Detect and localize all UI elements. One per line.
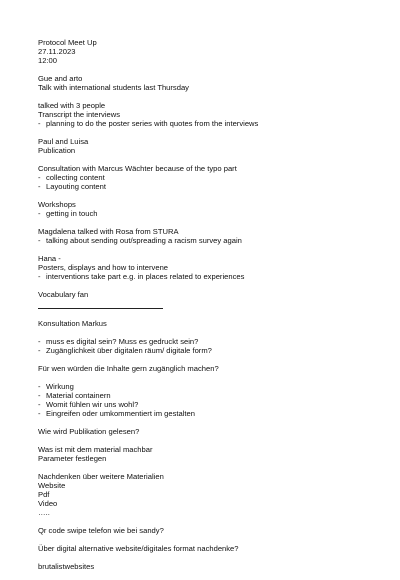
bullet-item xyxy=(38,409,368,418)
text-line: ….. xyxy=(38,508,50,517)
text-line: Consultation with Marcus Wächter because of the typo part xyxy=(38,164,237,173)
text-block xyxy=(38,74,368,92)
bullet-text: Material containern xyxy=(46,391,111,400)
text-line: Vocabulary fan xyxy=(38,290,89,299)
bullet-text: Layouting content xyxy=(46,182,106,191)
text-line: Nachdenken über weitere Materialien xyxy=(38,472,164,481)
protocol-document xyxy=(38,38,368,580)
bullet-marker: - xyxy=(38,346,41,355)
text-block xyxy=(38,38,368,65)
bullet-item xyxy=(38,382,368,391)
bullet-item xyxy=(38,272,368,281)
text-block xyxy=(38,137,368,155)
text-block xyxy=(38,337,368,355)
text-block xyxy=(38,319,368,328)
bullet-text: Wirkung xyxy=(46,382,74,391)
text-line: Posters, displays and how to intervene xyxy=(38,263,169,272)
text-block xyxy=(38,254,368,281)
text-line: 12:00 xyxy=(38,56,58,65)
bullet-marker: - xyxy=(38,182,41,191)
text-block xyxy=(38,382,368,418)
text-line: Hana - xyxy=(38,254,61,263)
text-line: Transcript the interviews xyxy=(38,110,121,119)
bullet-marker: - xyxy=(38,209,41,218)
text-line: Pdf xyxy=(38,490,50,499)
text-block xyxy=(38,526,368,535)
bullet-marker: - xyxy=(38,409,41,418)
bullet-marker: - xyxy=(38,391,41,400)
text-block xyxy=(38,290,368,299)
bullet-item xyxy=(38,391,368,400)
bullet-marker: - xyxy=(38,173,41,182)
text-line: Magdalena talked with Rosa from STURA xyxy=(38,227,179,236)
text-line: Protocol Meet Up xyxy=(38,38,97,47)
text-block xyxy=(38,164,368,191)
text-line: Über digital alternative website/digitales format nachdenke? xyxy=(38,544,239,553)
text-line: Wie wird Publikation gelesen? xyxy=(38,427,140,436)
text-block xyxy=(38,200,368,218)
bullet-text: talking about sending out/spreading a racism survey again xyxy=(46,236,242,245)
text-block xyxy=(38,364,368,373)
text-block xyxy=(38,562,368,571)
bullet-text: getting in touch xyxy=(46,209,98,218)
text-line: Parameter festlegen xyxy=(38,454,107,463)
text-line: Qr code swipe telefon wie bei sandy? xyxy=(38,526,164,535)
bullet-item xyxy=(38,173,368,182)
bullet-text: Womit fühlen wir uns wohl? xyxy=(46,400,139,409)
bullet-marker: - xyxy=(38,119,41,128)
bullet-text: planning to do the poster series with quotes from the interviews xyxy=(46,119,259,128)
text-block xyxy=(38,101,368,128)
text-line: Website xyxy=(38,481,66,490)
section-divider xyxy=(38,308,163,309)
text-line: talked with 3 people xyxy=(38,101,106,110)
bullet-marker: - xyxy=(38,400,41,409)
text-block xyxy=(38,427,368,436)
bullet-marker: - xyxy=(38,272,41,281)
bullet-marker: - xyxy=(38,236,41,245)
text-line: Publication xyxy=(38,146,76,155)
bullet-marker: - xyxy=(38,382,41,391)
bullet-item xyxy=(38,236,368,245)
bullet-text: collecting content xyxy=(46,173,105,182)
text-line: brutalistwebsites xyxy=(38,562,95,571)
text-line: Für wen würden die Inhalte gern zugänglich machen? xyxy=(38,364,219,373)
text-line: Was ist mit dem material machbar xyxy=(38,445,153,454)
bullet-text: Eingreifen oder umkommentiert im gestalten xyxy=(46,409,195,418)
bullet-marker: - xyxy=(38,337,41,346)
bullet-item xyxy=(38,337,368,346)
text-line: Gue and arto xyxy=(38,74,83,83)
bullet-item xyxy=(38,209,368,218)
text-line: Paul and Luisa xyxy=(38,137,89,146)
bullet-item xyxy=(38,400,368,409)
text-line: Video xyxy=(38,499,58,508)
bullet-item xyxy=(38,346,368,355)
text-block xyxy=(38,472,368,517)
bullet-text: muss es digital sein? Muss es gedruckt sein? xyxy=(46,337,199,346)
bullet-text: interventions take part e.g. in places related to experiences xyxy=(46,272,245,281)
bullet-item xyxy=(38,182,368,191)
bullet-text: Zugänglichkeit über digitalen räum/ digitale form? xyxy=(46,346,212,355)
text-block xyxy=(38,227,368,245)
text-line: Talk with international students last Thursday xyxy=(38,83,189,92)
text-line: Workshops xyxy=(38,200,76,209)
bullet-item xyxy=(38,119,368,128)
text-line: Konsultation Markus xyxy=(38,319,107,328)
text-block xyxy=(38,445,368,463)
text-line: 27.11.2023 xyxy=(38,47,76,56)
text-block xyxy=(38,544,368,553)
